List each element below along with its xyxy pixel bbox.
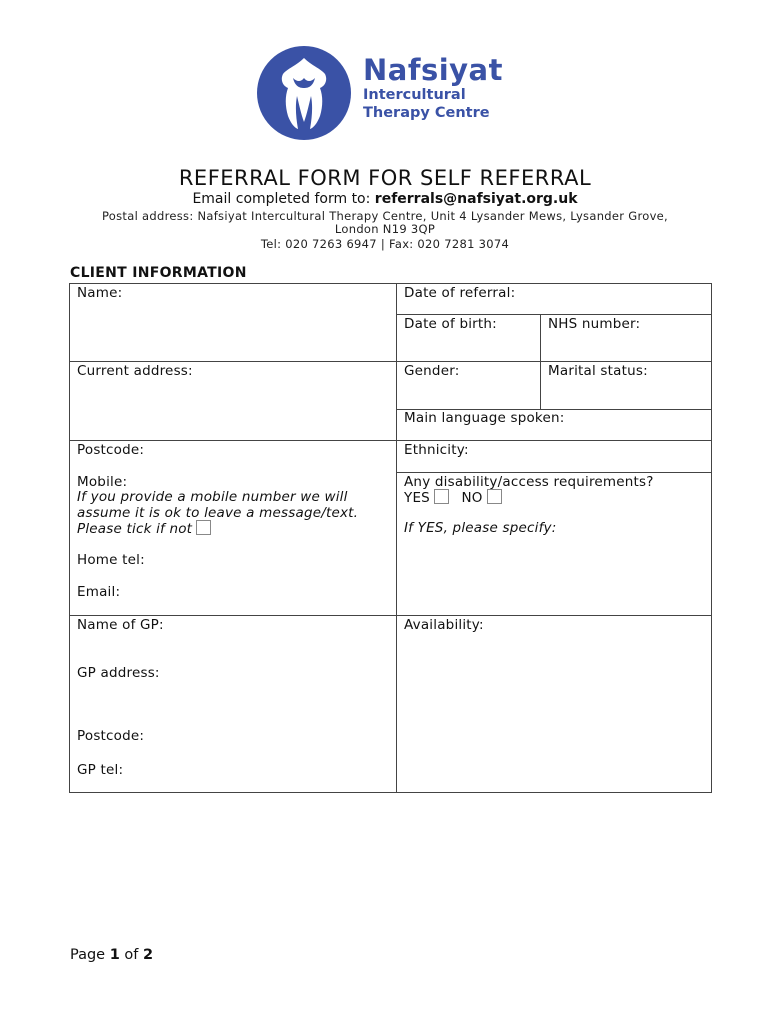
date-of-birth-label: Date of birth: bbox=[404, 316, 497, 332]
disability-field[interactable] bbox=[396, 472, 712, 616]
availability-field[interactable] bbox=[396, 615, 712, 793]
gp-tel-label: GP tel: bbox=[77, 762, 124, 778]
referral-email-link[interactable]: referrals@nafsiyat.org.uk bbox=[374, 191, 578, 207]
disability-yes-no bbox=[404, 489, 502, 506]
marital-status-label: Marital status: bbox=[548, 363, 648, 379]
main-language-field[interactable] bbox=[396, 409, 712, 441]
current-address-field[interactable] bbox=[69, 361, 397, 441]
mobile-note-line2: assume it is ok to leave a message/text. bbox=[77, 505, 359, 521]
main-language-label: Main language spoken: bbox=[404, 410, 565, 426]
mobile-note-line3 bbox=[77, 520, 211, 537]
postal-address-line2: London N19 3QP bbox=[334, 222, 436, 236]
availability-label: Availability: bbox=[404, 617, 484, 633]
tel-fax-line: Tel: 020 7263 6947 | Fax: 020 7281 3074 bbox=[260, 237, 510, 251]
nafsiyat-logo bbox=[255, 44, 525, 142]
client-information-heading: CLIENT INFORMATION bbox=[70, 265, 247, 281]
nhs-number-label: NHS number: bbox=[548, 316, 641, 332]
postcode-label: Postcode: bbox=[77, 442, 145, 458]
name-field[interactable] bbox=[69, 283, 397, 362]
ethnicity-field[interactable] bbox=[396, 440, 712, 473]
email-label: Email: bbox=[77, 584, 121, 600]
logo-subtitle-line1: Intercultural bbox=[363, 87, 466, 103]
logo-subtitle-line2: Therapy Centre bbox=[363, 105, 490, 121]
of-word: of bbox=[119, 947, 144, 963]
no-checkbox[interactable] bbox=[487, 489, 502, 504]
no-label: NO bbox=[461, 490, 483, 506]
gp-address-label: GP address: bbox=[77, 665, 160, 681]
email-instruction bbox=[0, 191, 770, 207]
gp-name-label: Name of GP: bbox=[77, 617, 164, 633]
page-number: 1 bbox=[109, 947, 120, 963]
name-label: Name: bbox=[77, 285, 123, 301]
form-title: REFERRAL FORM FOR SELF REFERRAL bbox=[178, 166, 592, 190]
if-yes-specify-label: If YES, please specify: bbox=[404, 520, 557, 536]
yes-label: YES bbox=[404, 490, 430, 506]
ethnicity-label: Ethnicity: bbox=[404, 442, 469, 458]
email-prefix: Email completed form to: bbox=[192, 191, 375, 207]
page-word: Page bbox=[70, 947, 110, 963]
no-message-checkbox[interactable] bbox=[196, 520, 211, 535]
page-indicator bbox=[70, 947, 153, 963]
home-tel-label: Home tel: bbox=[77, 552, 145, 568]
nhs-number-field[interactable] bbox=[540, 314, 712, 362]
gp-postcode-label: Postcode: bbox=[77, 728, 145, 744]
disability-label: Any disability/access requirements? bbox=[404, 474, 654, 490]
date-of-referral-field[interactable] bbox=[396, 283, 712, 315]
logo-title: Nafsiyat bbox=[363, 53, 503, 87]
mobile-note-line1: If you provide a mobile number we will bbox=[77, 489, 348, 505]
contact-details-block bbox=[69, 440, 397, 616]
date-of-referral-label: Date of referral: bbox=[404, 285, 516, 301]
current-address-label: Current address: bbox=[77, 363, 193, 379]
mobile-label: Mobile: bbox=[77, 474, 128, 490]
gender-field[interactable] bbox=[396, 361, 541, 410]
no-message-tick-label: Please tick if not bbox=[77, 521, 193, 537]
marital-status-field[interactable] bbox=[540, 361, 712, 410]
yes-checkbox[interactable] bbox=[434, 489, 449, 504]
date-of-birth-field[interactable] bbox=[396, 314, 541, 362]
page-total: 2 bbox=[143, 947, 154, 963]
postal-address-line1: Postal address: Nafsiyat Intercultural Therapy Centre, Unit 4 Lysander Mews, Lysander Grove, bbox=[101, 209, 668, 223]
gender-label: Gender: bbox=[404, 363, 460, 379]
gp-details-block bbox=[69, 615, 397, 793]
nafsiyat-emblem-icon bbox=[255, 44, 353, 142]
